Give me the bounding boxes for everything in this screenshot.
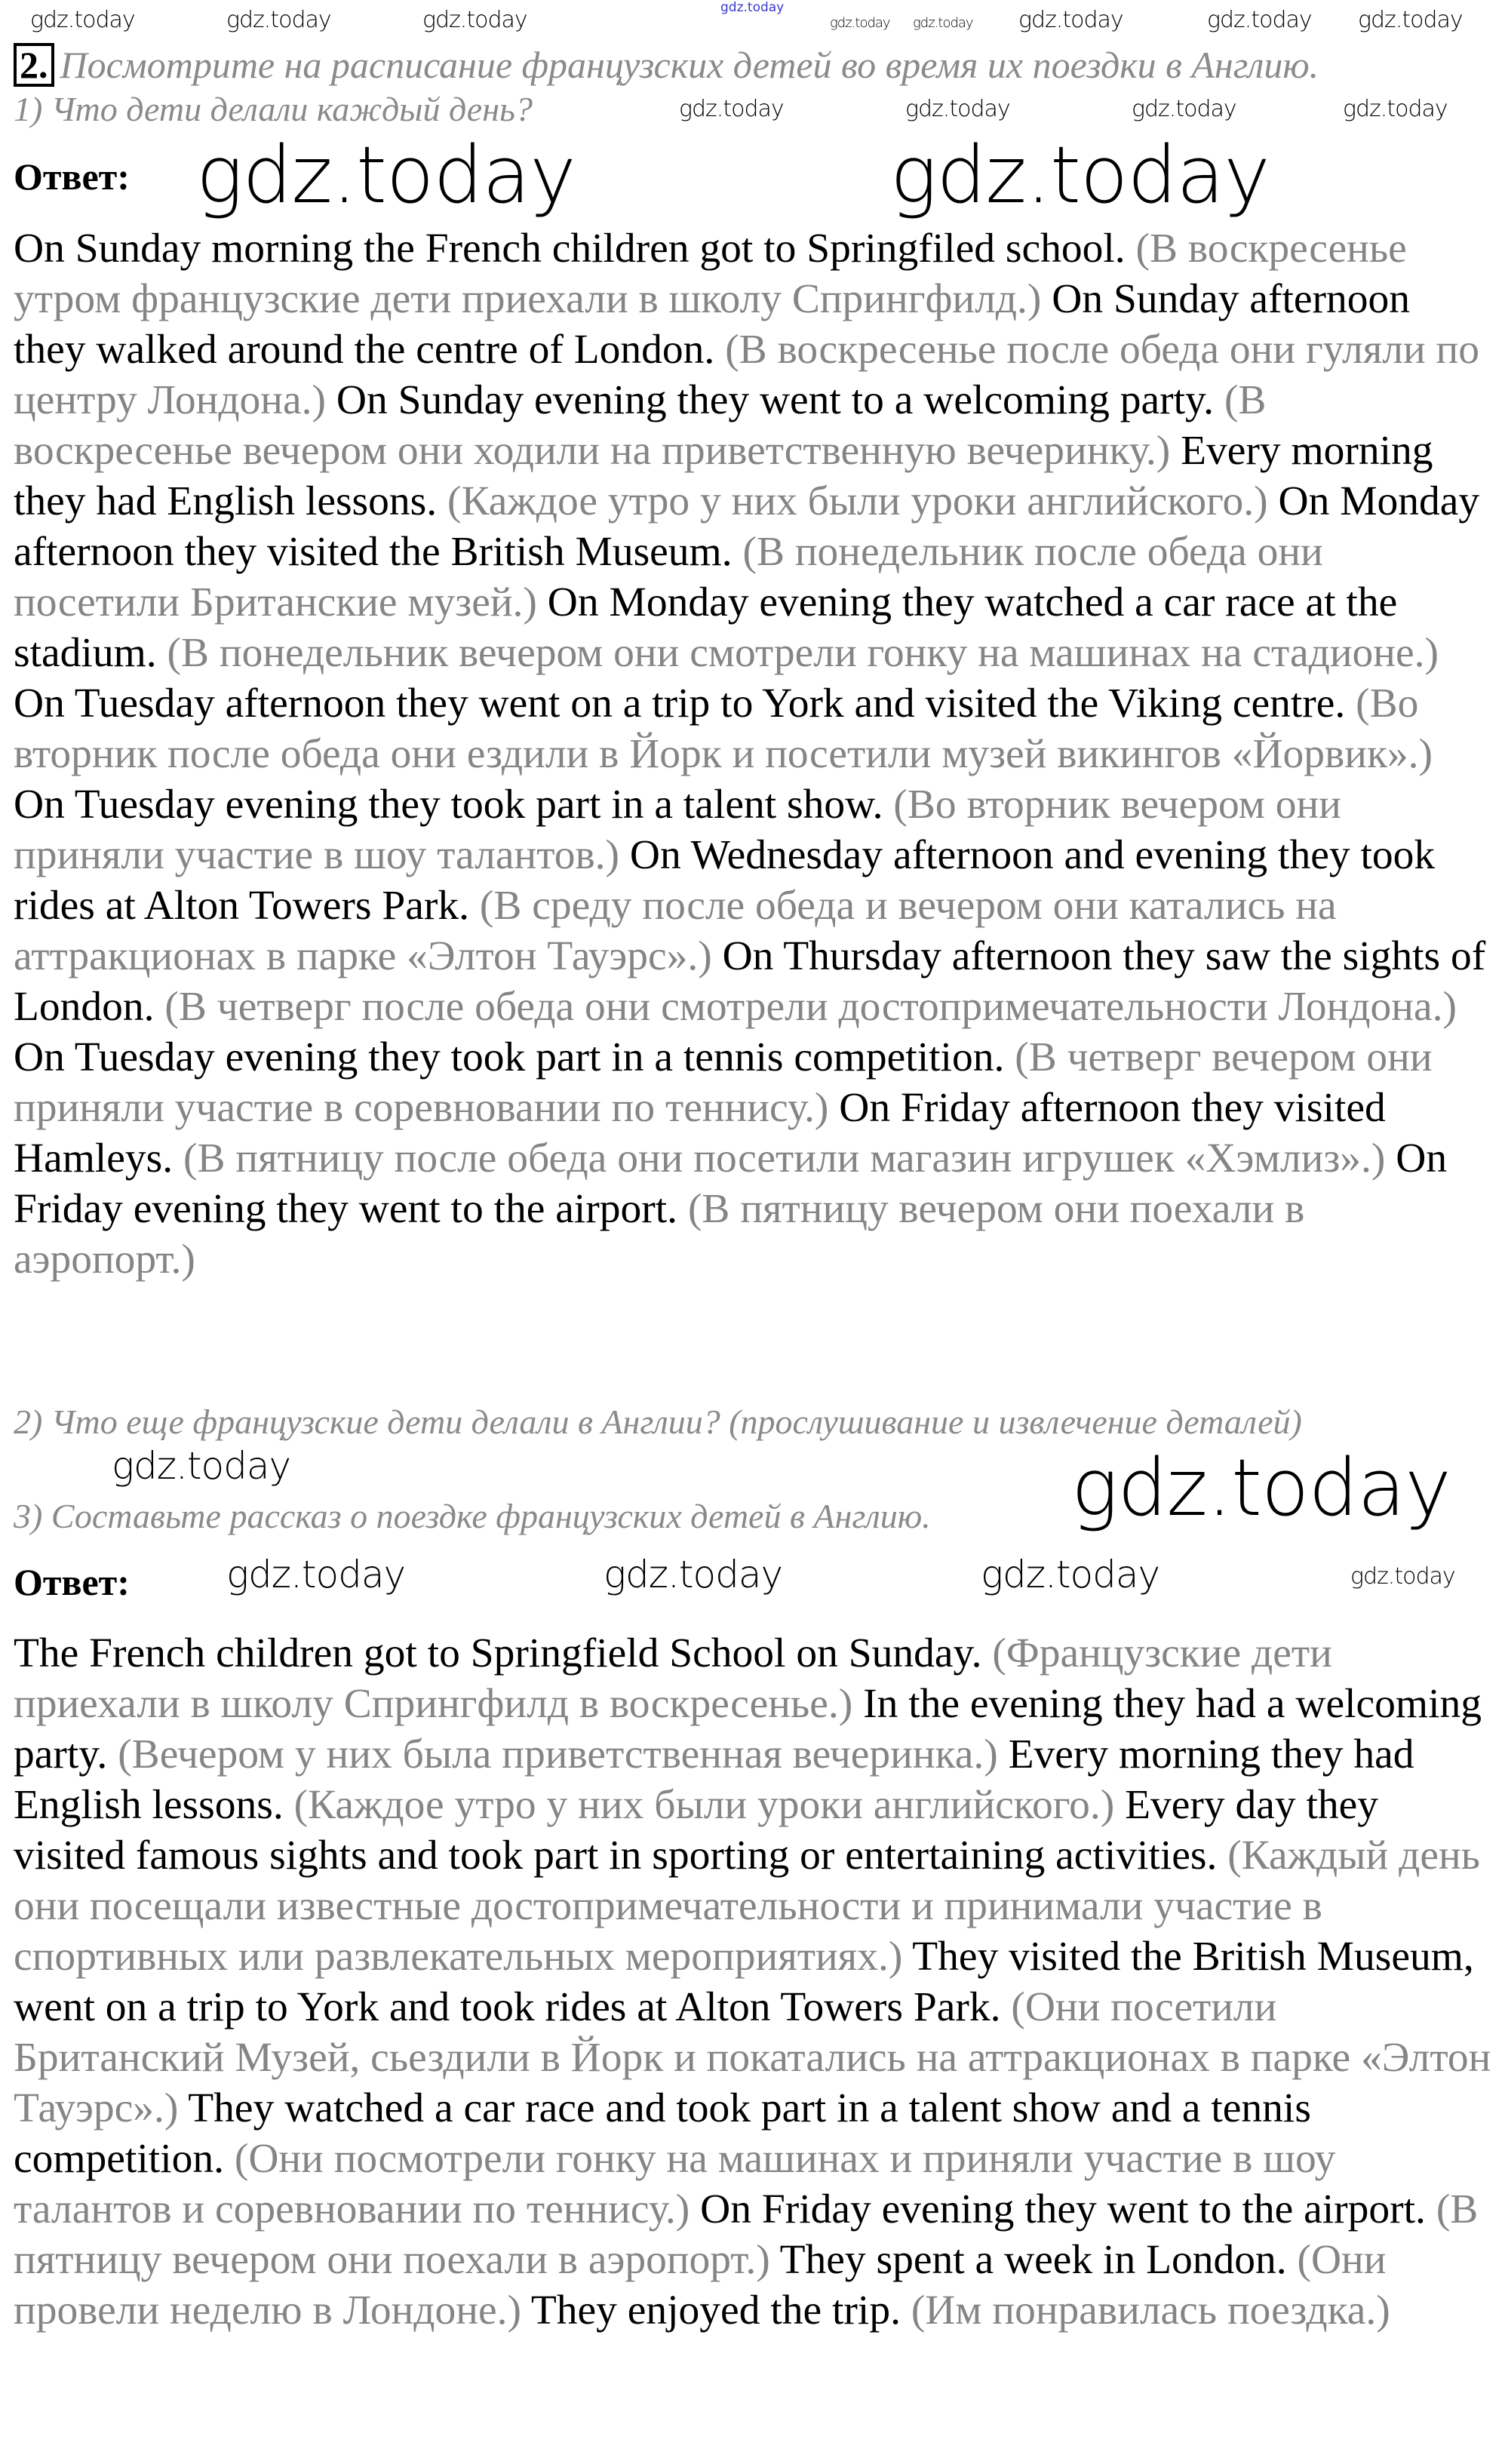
watermark: gdz.today (604, 1553, 783, 1596)
translation-sentence: (В воскресенье после обеда они гуляли по центру Лондона.) (14, 327, 1479, 423)
english-sentence: On Wednesday afternoon and evening they took rides at Alton Towers Park. (14, 832, 1436, 929)
english-sentence: On Thursday afternoon they saw the sights of London. (14, 933, 1486, 1030)
translation-sentence: (В пятницу вечером они поехали в аэропорт.) (14, 2186, 1479, 2283)
translation-sentence: (Во вторник вечером они приняли участие в шоу талантов.) (14, 782, 1341, 878)
watermark: gdz.today (1350, 1563, 1455, 1590)
answer-3-text (14, 1628, 1492, 2336)
watermark: gdz.today (1207, 7, 1312, 33)
question-1: 1) Что дети делали каждый день? (14, 90, 533, 128)
watermark: gdz.today (1132, 96, 1236, 122)
translation-sentence: (В понедельник после обеда они посетили Британские музей.) (14, 529, 1323, 625)
english-sentence: On Sunday morning the French children got to Springfiled school. (14, 226, 1126, 272)
translation-sentence: (В воскресенье утром французские дети приехали в школу Спрингфилд.) (14, 226, 1407, 322)
english-sentence: Every morning they had English lessons. (14, 428, 1433, 524)
english-sentence: On Tuesday afternoon they went on a trip to York and visited the Viking centre. (14, 681, 1346, 727)
top-watermark: gdz.today (720, 0, 785, 15)
watermark: gdz.today (830, 15, 890, 31)
translation-sentence: (В среду после обеда и вечером они катались на аттракционах в парке «Элтон Тауэрс».) (14, 883, 1337, 979)
translation-sentence: (Они посмотрели гонку на машинах и приняли участие в шоу талантов и соревновании по теннису.) (14, 2136, 1336, 2232)
english-sentence: They visited the British Museum, went on a trip to York and took rides at Alton Towers Park. (14, 1934, 1474, 2030)
watermark: gdz.today (196, 129, 576, 221)
english-sentence: On Tuesday evening they took part in a talent show. (14, 782, 883, 828)
english-sentence: On Sunday afternoon they walked around the centre of London. (14, 276, 1411, 373)
answer-1-text (14, 223, 1492, 1285)
watermark: gdz.today (913, 15, 973, 31)
watermark: gdz.today (226, 1553, 406, 1596)
watermark: gdz.today (981, 1553, 1160, 1596)
english-sentence: On Tuesday evening they took part in a tennis competition. (14, 1034, 1005, 1080)
translation-sentence: (Французские дети приехали в школу Спрингфилд в воскресенье.) (14, 1630, 1332, 1727)
translation-sentence: (Им понравилась поездка.) (911, 2287, 1390, 2333)
english-sentence: Every morning they had English lessons. (14, 1731, 1414, 1828)
watermark: gdz.today (1071, 1442, 1451, 1534)
translation-sentence: (Каждое утро у них были уроки английского.) (447, 478, 1268, 524)
english-sentence: They enjoyed the trip. (530, 2287, 901, 2333)
translation-sentence: (В воскресенье вечером они ходили на приветственную вечеринку.) (14, 377, 1267, 474)
watermark: gdz.today (422, 7, 527, 33)
watermark: gdz.today (1018, 7, 1123, 33)
english-sentence: On Friday evening they went to the airport. (14, 1135, 1448, 1232)
english-sentence: On Sunday evening they went to a welcoming party. (336, 377, 1215, 423)
translation-sentence: (Они посетили Британский Музей, сьездили в Йорк и покатались на аттракционах в парке «Элтон Тауэрс».) (14, 1984, 1491, 2131)
watermark: gdz.today (226, 7, 331, 33)
watermark: gdz.today (679, 96, 784, 122)
task-number: 2. (14, 43, 54, 87)
question-3: 3) Составьте рассказ о поездке французских детей в Англию. (14, 1497, 931, 1535)
english-sentence: They spent a week in London. (779, 2237, 1287, 2283)
translation-sentence: (Каждый день они посещали известные достопримечательности и принимали участие в спортивных или развлекательных мероприятиях.) (14, 1833, 1480, 1980)
english-sentence: The French children got to Springfield School on Sunday. (14, 1630, 982, 1676)
english-sentence: On Monday evening they watched a car race at the stadium. (14, 579, 1398, 676)
english-sentence: On Friday afternoon they visited Hamleys. (14, 1085, 1386, 1181)
translation-sentence: (В понедельник вечером они смотрели гонку на машинах на стадионе.) (167, 630, 1439, 676)
watermark: gdz.today (905, 96, 1010, 122)
watermark: gdz.today (1343, 96, 1448, 122)
translation-sentence: (Во вторник после обеда они ездили в Йорк и посетили музей викингов «Йорвик».) (14, 681, 1433, 777)
translation-sentence: (В четверг вечером они приняли участие в соревновании по теннису.) (14, 1034, 1433, 1131)
task-instruction: Посмотрите на расписание французских детей во время их поездки в Англию. (60, 44, 1319, 86)
translation-sentence: (В пятницу после обеда они посетили магазин игрушек «Хэмлиз».) (183, 1135, 1386, 1181)
english-sentence: They watched a car race and took part in a talent show and a tennis competition. (14, 2085, 1311, 2182)
question-2: 2) Что еще французские дети делали в Англии? (прослушивание и извлечение деталей) (14, 1403, 1302, 1441)
translation-sentence: (В пятницу вечером они поехали в аэропорт.) (14, 1186, 1305, 1283)
translation-sentence: (В четверг после обеда они смотрели достопримечательности Лондона.) (164, 984, 1457, 1030)
watermark: gdz.today (890, 129, 1270, 221)
english-sentence: On Monday afternoon they visited the British Museum. (14, 478, 1480, 575)
answer-label-1: Ответ: (14, 155, 130, 198)
answer-label-3: Ответ: (14, 1561, 130, 1603)
english-sentence: In the evening they had a welcoming party. (14, 1681, 1482, 1777)
translation-sentence: (Каждое утро у них были уроки английского.) (293, 1782, 1115, 1828)
english-sentence: On Friday evening they went to the airport. (700, 2186, 1426, 2232)
watermark: gdz.today (30, 7, 135, 33)
watermark: gdz.today (112, 1444, 291, 1488)
translation-sentence: (Они провели неделю в Лондоне.) (14, 2237, 1387, 2333)
translation-sentence: (Вечером у них была приветственная вечеринка.) (118, 1731, 998, 1777)
watermark: gdz.today (1358, 7, 1463, 33)
task-heading (14, 42, 1319, 88)
english-sentence: Every day they visited famous sights and took part in sporting or entertaining activities. (14, 1782, 1379, 1879)
